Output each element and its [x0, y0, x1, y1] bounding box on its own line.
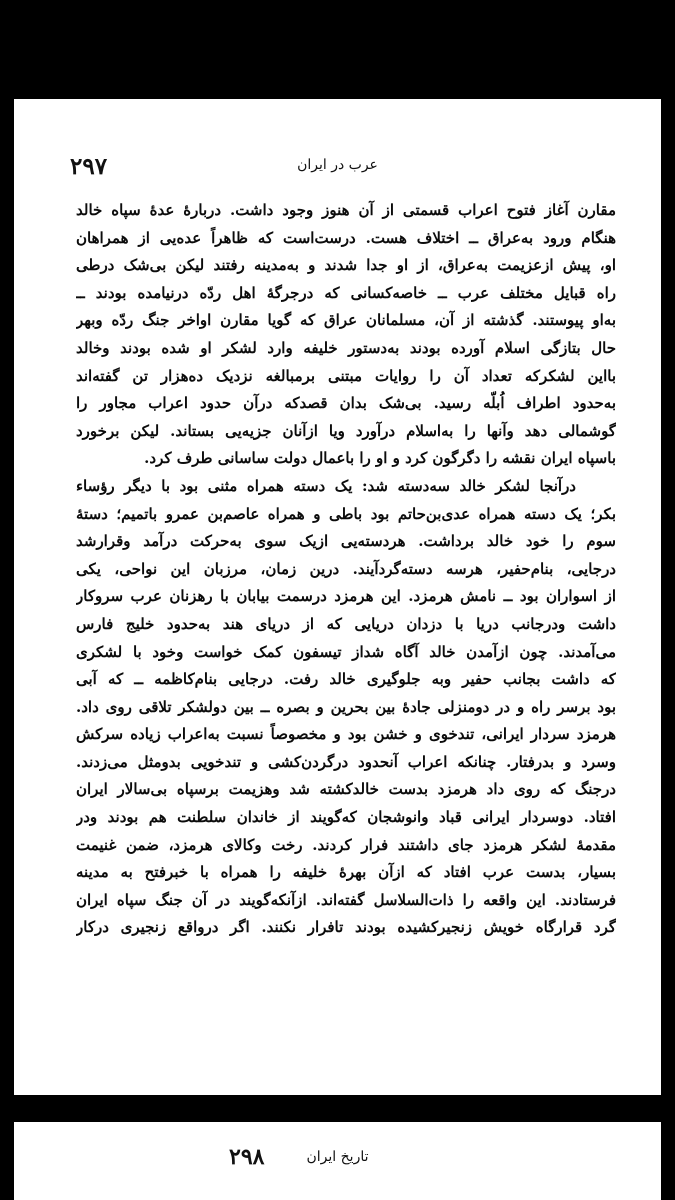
text-line: داشت ودرجانب دریا با دزدان دریایی که از دریای هند به‌حدود خلیج فارس — [76, 614, 616, 633]
text-line: به‌حدود اطراف اُبلّه رسید. بی‌شک بدان قصدکه درآن حدود اعراب مجاور را — [76, 394, 616, 413]
text-line: مقارن آغاز فتوح اعراب قسمتی از آن هنوز وجود داشت. دربارهٔ عدهٔ سپاه خالد — [76, 201, 616, 219]
text-line: هنگام ورود به‌عراق ــ اختلاف هست. درست‌است که ظاهراً عده‌یی از همراهان — [76, 228, 616, 247]
text-line: مقدمهٔ لشکر هرمزد جای داشتند فرار کردند. رخت وکالای هرمزد، ضمن غنیمت — [76, 835, 616, 854]
running-head: عرب در ایران — [297, 157, 378, 173]
text-line: هرمزد سردار ایرانی، تندخوی و خشن بود و مخصوصاً نسبت به‌اعراب زیاده سرکش — [76, 725, 616, 744]
book-page-298 — [14, 1122, 661, 1200]
text-line: بکر؛ یک دسته همراه عدی‌بن‌حاتم بود باطی و همراه عاصم‌بن عمرو باتمیم؛ دستهٔ — [76, 504, 616, 523]
body-text — [76, 197, 616, 942]
next-page-running-head: تاریخ ایران — [306, 1149, 369, 1165]
text-line: بود برسر راه و در دومنزلی جادهٔ بین بحرین و بصره ــ بین دولشکر تلاقی روی داد. — [76, 697, 616, 716]
text-line: به‌او پیوستند. گذشته از آن، مسلمانان عراق که گویا مقارن اواخر جنگ ردّه وبهر — [76, 311, 616, 330]
text-line: بااین لشکرکه تعداد آن را روایات مبتنی برمبالغه نزدیک ده‌هزار تن گفته‌اند — [76, 366, 616, 385]
page-number: ۲۹۷ — [70, 153, 108, 180]
book-page-297 — [14, 99, 661, 1095]
next-page-number: ۲۹۸ — [229, 1144, 265, 1170]
text-line: او، پیش ازعزیمت به‌عراق، از او جدا شدند و به‌مدینه رفتند لیکن بی‌شک درطی — [76, 256, 616, 275]
text-line: افتاد. دوسردار ایرانی قباد وانوشجان که‌گویند از خاندان سلطنت هم بودند ودر — [76, 808, 616, 827]
text-line: فرستادند. این واقعه را ذات‌السلاسل گفته‌اند. ازآنکه‌گویند در آن جنگ سپاه ایران — [76, 890, 616, 909]
text-line: وسرد و بدرفتار. چنانکه اعراب آنحدود درگردن‌کشی و تندخویی بدومثل می‌زدند. — [76, 752, 616, 771]
text-line: راه قبایل مختلف عرب ــ خاصه‌کسانی که درجرگهٔ اهل ردّه درنیامده بودند ــ — [76, 283, 616, 302]
text-line: گوشمالی دهد وآنها را به‌اسلام درآورد ویا ازآنان جزیه‌یی بستاند. لیکن برخورد — [76, 421, 616, 440]
text-line: باسپاه ایران نقشه را دگرگون کرد و او را باعمال دولت ساسانی طرف کرد. — [144, 449, 616, 468]
page-header — [14, 149, 661, 189]
text-line: سوم را خود خالد برداشت. هردسته‌یی ازیک سوی به‌حرکت درآمد وقرارشد — [76, 532, 616, 551]
text-line: از اسواران بود ــ نامش هرمزد. این هرمزد درسمت بیابان با رهزنان عرب سروکار — [76, 587, 616, 606]
text-line: گرد قرارگاه خویش زنجیرکشیده بودند تافرار نکنند. اگر درواقع زنجیری درکار — [76, 918, 616, 937]
text-line: درجنگ که روی داد هرمزد بدست خالدکشته شد وهزیمت برسپاه بی‌سالار ایران — [76, 780, 616, 799]
text-line: که داشت بجانب حفیر وبه جلوگیری خالد رفت. درجایی بنام‌کاظمه ــ که آبی — [76, 670, 616, 689]
text-line: حال بتازگی اسلام آورده بودند به‌دستور خلیفه وارد لشکر او شده بودند وخالد — [76, 338, 616, 357]
text-line: بسیار، بدست عرب افتاد که ازآن بهرهٔ خلیفه را همراه با خبرفتح به مدینه — [76, 863, 616, 882]
text-line: می‌آمدند. چون ازآمدن خالد آگاه شداز تیسفون کمک خواست وخود با لشکری — [76, 642, 616, 661]
text-line: درآنجا لشکر خالد سه‌دسته شد: یک دسته همراه مثنی بود با دیگر رؤساء — [76, 476, 576, 495]
text-line: درجایی، بنام‌حفیر، هرسه دسته‌گردآیند. درین زمان، مرزبان این نواحی، یکی — [76, 559, 616, 578]
